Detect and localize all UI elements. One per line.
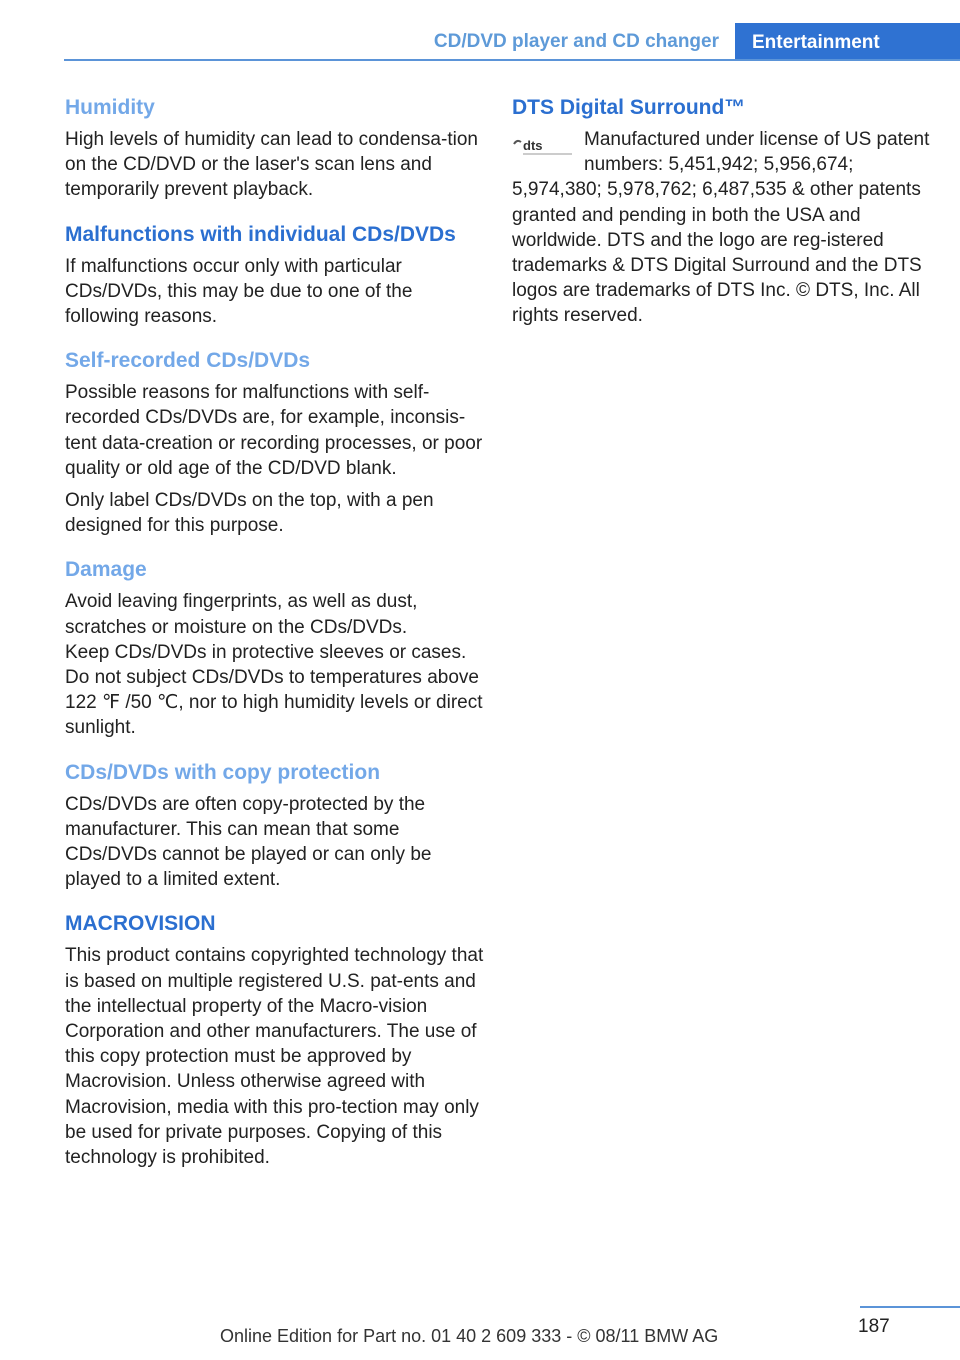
heading-damage: Damage [65, 558, 147, 582]
section-dts [512, 94, 932, 329]
footer-rule [860, 1306, 960, 1308]
paragraph: Keep CDs/DVDs in protective sleeves or cases. [65, 641, 467, 663]
section-macrovision [65, 910, 485, 1170]
page-number: 187 [858, 1316, 890, 1337]
edition-footer: Online Edition for Part no. 01 40 2 609 333 - © 08/11 BMW AG [220, 1326, 719, 1346]
dts-logo-text: dts [523, 138, 543, 153]
paragraph: CDs/DVDs are often copy-protected by the manufacturer. This can mean that some CDs/DVDs cannot be played or can only be played to a limited extent. [65, 793, 432, 891]
paragraph: This product contains copyrighted technology that is based on multiple registered U.S. pat-ents and the intellectual property of the Macro-vision Corporation and other manufacturers. The use of this copy protection must be approved by Macrovision. Unless otherwise agreed with Macrovision, media with this pro-tection may only be used for private purposes. Copying of this technology is prohibited. [65, 945, 484, 1169]
heading-self-recorded: Self-recorded CDs/DVDs [65, 349, 311, 373]
section-damage [65, 556, 485, 740]
heading-malfunctions: Malfunctions with individual CDs/DVDs [65, 222, 456, 246]
section-self-recorded [65, 347, 485, 538]
left-column [65, 94, 485, 1188]
section-humidity [65, 94, 485, 203]
heading-dts: DTS Digital Surround™ [512, 96, 746, 119]
paragraph: If malfunctions occur only with particular CDs/DVDs, this may be due to one of the following reasons. [65, 255, 413, 328]
paragraph: Do not subject CDs/DVDs to temperatures above 122 ℉ /50 ℃, nor to high humidity levels or direct sunlight. [65, 667, 483, 739]
paragraph: Avoid leaving fingerprints, as well as dust, scratches or moisture on the CDs/DVDs. [65, 591, 418, 638]
section-malfunctions [65, 221, 485, 330]
heading-macrovision: MACROVISION [65, 912, 216, 936]
heading-copy-protection: CDs/DVDs with copy protection [65, 760, 381, 784]
header-rule [64, 59, 960, 61]
heading-humidity: Humidity [65, 96, 155, 119]
chapter-tab: Entertainment [735, 23, 960, 60]
dts-logo-icon [512, 135, 574, 159]
running-header-section: CD/DVD player and CD changer [433, 31, 719, 52]
section-copy-protection [65, 759, 485, 893]
dts-block [512, 127, 932, 329]
paragraph-dts: Manufactured under license of US patent numbers: 5,451,942; 5,956,674; 5,974,380; 5,978,762; 6,487,535 & other patents granted and pending in both the USA and worldwide. DTS and the logo are reg-istered trademarks & DTS Digital Surround and the DTS logos are trademarks of DTS Inc. © DTS, Inc. All rights reserved. [512, 129, 930, 327]
paragraph: Possible reasons for malfunctions with self-recorded CDs/DVDs are, for example, inconsis-tent data-creation or recording processes, or poor quality or old age of the CD/DVD blank. [65, 382, 483, 479]
right-column [512, 94, 932, 347]
paragraph: Only label CDs/DVDs on the top, with a pen designed for this purpose. [65, 490, 434, 537]
paragraph: High levels of humidity can lead to condensa-tion on the CD/DVD or the laser's scan lens and temporarily prevent playback. [65, 129, 478, 201]
